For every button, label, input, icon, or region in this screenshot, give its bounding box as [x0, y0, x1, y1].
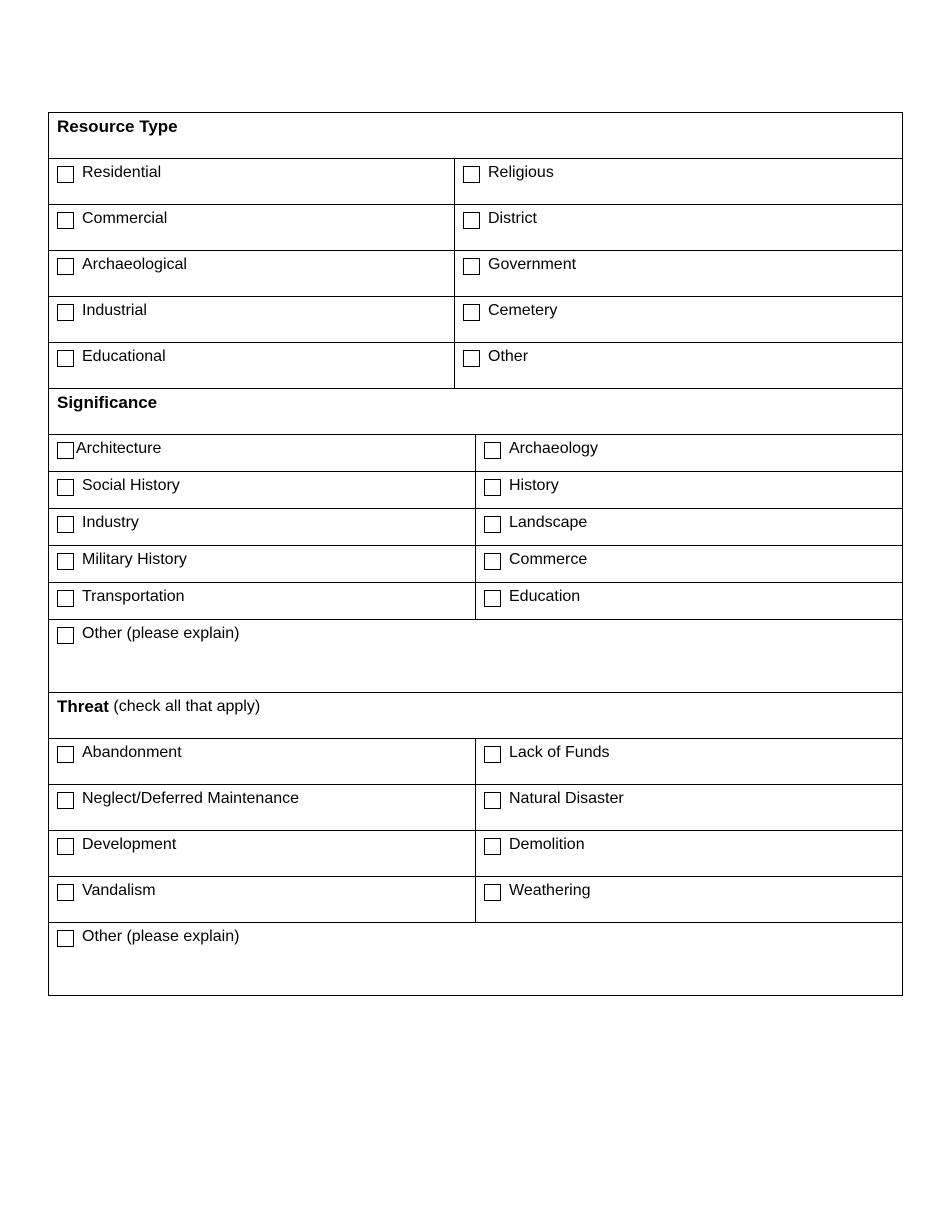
architecture-label: Architecture — [76, 440, 162, 457]
demolition-checkbox[interactable] — [484, 838, 501, 855]
significance-title: Significance — [57, 393, 158, 412]
resource-option-commercial[interactable] — [49, 205, 455, 250]
landscape-checkbox[interactable] — [484, 516, 501, 533]
threat-option-weathering[interactable] — [476, 877, 902, 922]
threat-option-lack-of-funds[interactable] — [476, 739, 902, 784]
architecture-checkbox[interactable] — [57, 442, 74, 459]
threat-other-row — [49, 922, 902, 995]
district-checkbox[interactable] — [463, 212, 480, 229]
vandalism-label: Vandalism — [82, 882, 156, 899]
significance-row — [49, 545, 902, 582]
resource-option-religious[interactable] — [455, 159, 902, 204]
significance-row — [49, 508, 902, 545]
archaeological-label: Archaeological — [82, 256, 187, 273]
resource-type-row — [49, 204, 902, 250]
significance-option-architecture[interactable] — [49, 435, 476, 471]
military-history-checkbox[interactable] — [57, 553, 74, 570]
resource-type-header-row — [49, 113, 902, 158]
threat-other-checkbox[interactable] — [57, 930, 74, 947]
residential-label: Residential — [82, 164, 162, 181]
commerce-checkbox[interactable] — [484, 553, 501, 570]
resource-option-residential[interactable] — [49, 159, 455, 204]
significance-option-industry[interactable] — [49, 509, 476, 545]
resource-type-title: Resource Type — [57, 117, 178, 136]
history-label: History — [509, 477, 559, 494]
threat-option-development[interactable] — [49, 831, 476, 876]
threat-header-row — [49, 692, 902, 738]
significance-row — [49, 582, 902, 619]
abandonment-label: Abandonment — [82, 744, 182, 761]
significance-option-other[interactable] — [49, 620, 902, 692]
threat-option-demolition[interactable] — [476, 831, 902, 876]
cemetery-checkbox[interactable] — [463, 304, 480, 321]
archaeological-checkbox[interactable] — [57, 258, 74, 275]
resource-type-row — [49, 296, 902, 342]
resource-type-row — [49, 250, 902, 296]
threat-option-other[interactable] — [49, 923, 902, 995]
resource-survey-form — [48, 112, 903, 996]
resource-type-row — [49, 342, 902, 388]
threat-row — [49, 738, 902, 784]
demolition-label: Demolition — [509, 836, 585, 853]
commercial-label: Commercial — [82, 210, 168, 227]
significance-header-cell — [49, 389, 902, 434]
resource-type-row — [49, 158, 902, 204]
social-history-label: Social History — [82, 477, 180, 494]
threat-option-vandalism[interactable] — [49, 877, 476, 922]
religious-checkbox[interactable] — [463, 166, 480, 183]
resource-option-other[interactable] — [455, 343, 902, 388]
archaeology-label: Archaeology — [509, 440, 598, 457]
significance-other-label: Other (please explain) — [82, 625, 240, 642]
significance-row — [49, 434, 902, 471]
transportation-label: Transportation — [82, 588, 185, 605]
threat-row — [49, 830, 902, 876]
lack-of-funds-checkbox[interactable] — [484, 746, 501, 763]
religious-label: Religious — [488, 164, 554, 181]
neglect-checkbox[interactable] — [57, 792, 74, 809]
district-label: District — [488, 210, 537, 227]
education-checkbox[interactable] — [484, 590, 501, 607]
threat-option-neglect[interactable] — [49, 785, 476, 830]
resource-option-archaeological[interactable] — [49, 251, 455, 296]
significance-header-row — [49, 388, 902, 434]
development-label: Development — [82, 836, 177, 853]
threat-other-label: Other (please explain) — [82, 928, 240, 945]
transportation-checkbox[interactable] — [57, 590, 74, 607]
weathering-label: Weathering — [509, 882, 591, 899]
natural-disaster-label: Natural Disaster — [509, 790, 624, 807]
significance-other-checkbox[interactable] — [57, 627, 74, 644]
education-label: Education — [509, 588, 581, 605]
threat-title: Threat — [57, 697, 109, 716]
abandonment-checkbox[interactable] — [57, 746, 74, 763]
other-resource-checkbox[interactable] — [463, 350, 480, 367]
commerce-label: Commerce — [509, 551, 588, 568]
cemetery-label: Cemetery — [488, 302, 558, 319]
significance-other-row — [49, 619, 902, 692]
threat-subtitle — [109, 697, 260, 717]
threat-row — [49, 784, 902, 830]
landscape-label: Landscape — [509, 514, 588, 531]
resource-option-government[interactable] — [455, 251, 902, 296]
threat-header-cell — [49, 693, 902, 738]
other-resource-label: Other — [488, 348, 529, 365]
resource-type-header-cell — [49, 113, 902, 158]
resource-option-educational[interactable] — [49, 343, 455, 388]
archaeology-checkbox[interactable] — [484, 442, 501, 459]
significance-row — [49, 471, 902, 508]
resource-option-industrial[interactable] — [49, 297, 455, 342]
significance-option-history[interactable] — [476, 472, 902, 508]
history-checkbox[interactable] — [484, 479, 501, 496]
neglect-label: Neglect/Deferred Maintenance — [82, 790, 300, 807]
industrial-label: Industrial — [82, 302, 147, 319]
government-label: Government — [488, 256, 577, 273]
resource-option-district[interactable] — [455, 205, 902, 250]
development-checkbox[interactable] — [57, 838, 74, 855]
military-history-label: Military History — [82, 551, 187, 568]
industrial-checkbox[interactable] — [57, 304, 74, 321]
social-history-checkbox[interactable] — [57, 479, 74, 496]
threat-option-abandonment[interactable] — [49, 739, 476, 784]
commercial-checkbox[interactable] — [57, 212, 74, 229]
industry-label: Industry — [82, 514, 139, 531]
educational-checkbox[interactable] — [57, 350, 74, 367]
industry-checkbox[interactable] — [57, 516, 74, 533]
threat-option-natural-disaster[interactable] — [476, 785, 902, 830]
significance-option-military-history[interactable] — [49, 546, 476, 582]
weathering-checkbox[interactable] — [484, 884, 501, 901]
threat-subtitle-text: (check all that apply) — [113, 698, 261, 715]
natural-disaster-checkbox[interactable] — [484, 792, 501, 809]
residential-checkbox[interactable] — [57, 166, 74, 183]
significance-option-commerce[interactable] — [476, 546, 902, 582]
significance-option-archaeology[interactable] — [476, 435, 902, 471]
educational-label: Educational — [82, 348, 166, 365]
threat-row — [49, 876, 902, 922]
significance-option-social-history[interactable] — [49, 472, 476, 508]
significance-option-landscape[interactable] — [476, 509, 902, 545]
significance-option-transportation[interactable] — [49, 583, 476, 619]
lack-of-funds-label: Lack of Funds — [509, 744, 610, 761]
vandalism-checkbox[interactable] — [57, 884, 74, 901]
government-checkbox[interactable] — [463, 258, 480, 275]
resource-option-cemetery[interactable] — [455, 297, 902, 342]
significance-option-education[interactable] — [476, 583, 902, 619]
